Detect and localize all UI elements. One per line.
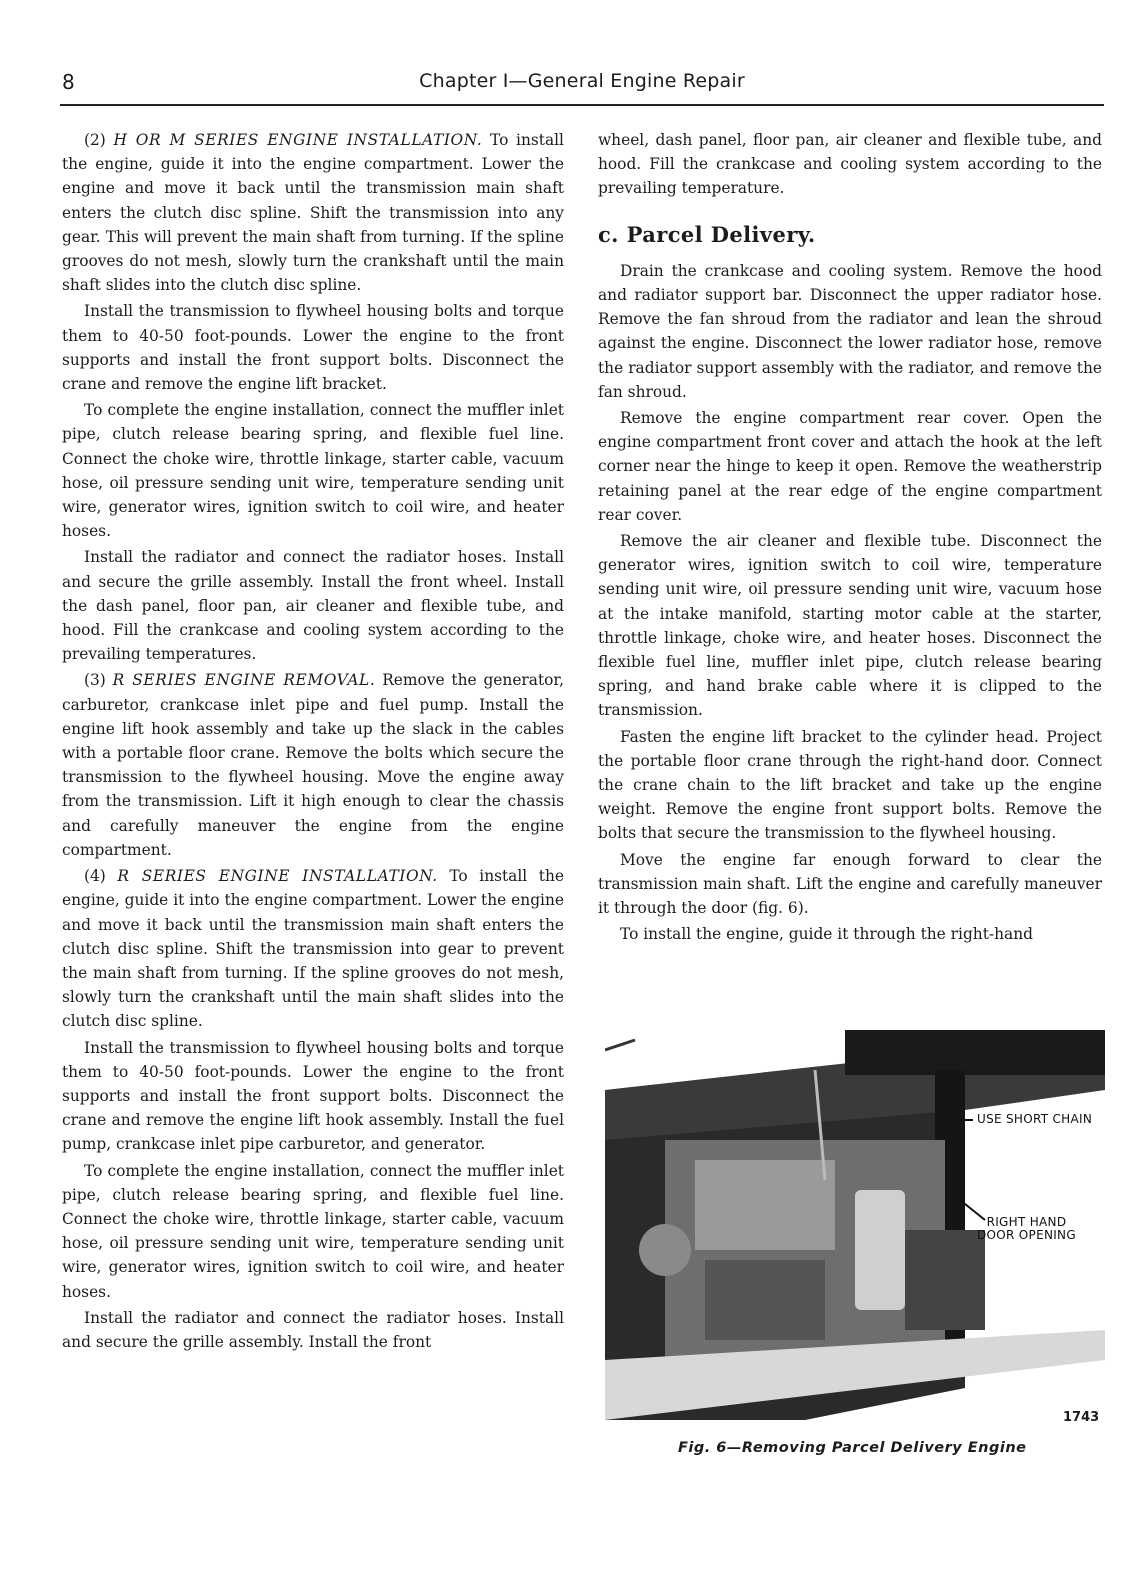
page-number: 8 — [62, 70, 75, 94]
left-column — [62, 128, 564, 1356]
section-heading: c. Parcel Delivery. — [598, 221, 816, 247]
step-number: (4) — [84, 867, 106, 886]
paragraph-r-removal — [62, 668, 564, 862]
step-text: To install the engine, guide it into the engine compartment. Lower the engine and move it back until the transmission main shaft enters the clutch disc spline. Shift the transmission into gear to prevent the main shaft from turning. If the spline grooves do not mesh, slowly turn the crankshaft until the main shaft slides into the clutch disc spline. — [62, 867, 564, 1031]
step-text: Remove the generator, carburetor, crankcase inlet pipe and fuel pump. Install the engine lift hook assembly and take up the slack in the cables with a portable floor crane. Remove the bolts which secure the transmission to the flywheel housing. Move the engine away from the transmission. Lift it high enough to clear the chassis and carefully maneuver the engine from the engine compartment. — [62, 671, 564, 859]
step-number: (3) — [84, 671, 106, 690]
paragraph: Install the radiator and connect the radiator hoses. Install and secure the grille assembly. Install the front — [62, 1308, 564, 1351]
figure-caption: Fig. 6—Removing Parcel Delivery Engine — [678, 1440, 1027, 1456]
callout-line: DOOR OPENING — [977, 1228, 1076, 1242]
paragraph-h-m-installation — [62, 128, 564, 297]
step-heading: R SERIES ENGINE REMOVAL. — [112, 671, 376, 690]
step-text: To install the engine, guide it into the engine compartment. Lower the engine and move it back until the transmission main shaft enters the clutch disc spline. Shift the transmission into any gear. This will prevent the main shaft from turning. If the spline grooves do not mesh, slowly turn the crankshaft until the main shaft slides into the clutch disc spline. — [62, 131, 564, 295]
paragraph: Install the transmission to flywheel housing bolts and torque them to 40-50 foot-pounds. Lower the engine to the front supports and install the front support bolts. Disconnect the crane and remove the engine lift bracket. — [62, 302, 564, 394]
callout-short-chain: USE SHORT CHAIN — [977, 1112, 1093, 1126]
step-heading: H OR M SERIES ENGINE INSTALLATION. — [113, 131, 483, 149]
callout-door-opening — [977, 1216, 1076, 1242]
paragraph: Install the transmission to flywheel housing bolts and torque them to 40-50 foot-pounds. Lower the engine to the front supports and install the front support bolts. Disconnect the crane and remove the engine lift hook assembly. Install the fuel pump, crankcase inlet pipe carburetor, and generator. — [62, 1038, 564, 1154]
paragraph-continued: wheel, dash panel, floor pan, air cleaner and flexible tube, and hood. Fill the crankcase and cooling system according to the prevailing temperature. — [598, 131, 1102, 198]
paragraph: Fasten the engine lift bracket to the cylinder head. Project the portable floor crane through the right-hand door. Connect the crane chain to the lift bracket and take up the engine weight. Remove the engine front support bolts. Remove the bolts that secure the transmission to the flywheel housing. — [598, 727, 1102, 843]
step-heading: R SERIES ENGINE INSTALLATION. — [117, 867, 438, 886]
paragraph: Install the radiator and connect the radiator hoses. Install and secure the grille assembly. Install the front wheel. Install the dash panel, floor pan, air cleaner and flexible tube, and hood. Fill the crankcase and cooling system according to the prevailing temperatures. — [62, 548, 564, 664]
paragraph: Drain the crankcase and cooling system. Remove the hood and radiator support bar. Disconnect the upper radiator hose. Remove the fan shroud from the radiator and lean the shroud against the engine. Disconnect the lower radiator hose, remove the radiator support assembly with the radiator, and remove the fan shroud. — [598, 261, 1102, 401]
header-rule — [60, 104, 1104, 106]
paragraph: To complete the engine installation, connect the muffler inlet pipe, clutch release bearing spring, and flexible fuel line. Connect the choke wire, throttle linkage, starter cable, vacuum hose, oil pressure sending unit wire, temperature sending unit wire, generator wires, ignition switch to coil wire, and heater hoses. — [62, 1161, 564, 1301]
step-number: (2) — [84, 131, 106, 149]
paragraph-r-installation — [62, 864, 564, 1033]
callout-line: RIGHT HAND — [986, 1215, 1067, 1229]
paragraph: Move the engine far enough forward to clear the transmission main shaft. Lift the engine and carefully maneuver it through the door (fig. 6). — [598, 850, 1102, 918]
paragraph: To complete the engine installation, connect the muffler inlet pipe, clutch release bearing spring, and flexible fuel line. Connect the choke wire, throttle linkage, starter cable, vacuum hose, oil pressure sending unit wire, temperature sending unit wire, generator wires, ignition switch to coil wire, and heater hoses. — [62, 401, 564, 541]
page-header — [62, 70, 1102, 102]
paragraph: To install the engine, guide it through the right-hand — [620, 925, 1033, 944]
paragraph: Remove the air cleaner and flexible tube. Disconnect the generator wires, ignition switch to coil wire, temperature sending unit wire, oil pressure sending unit wire, vacuum hose at the intake manifold, starting motor cable at the starter, throttle linkage, choke wire, and heater hoses. Disconnect the flexible fuel line, muffler inlet pipe, clutch release bearing spring, and hand brake cable where it is clipped to the transmission. — [598, 532, 1102, 720]
chapter-title: Chapter I—General Engine Repair — [419, 70, 745, 92]
right-column — [598, 128, 1102, 949]
paragraph: Remove the engine compartment rear cover. Open the engine compartment front cover and attach the hook at the left corner near the hinge to keep it open. Remove the weatherstrip retaining panel at the rear edge of the engine compartment rear cover. — [598, 409, 1102, 524]
figure-number: 1743 — [1063, 1410, 1100, 1425]
figure-6 — [605, 1030, 1105, 1430]
